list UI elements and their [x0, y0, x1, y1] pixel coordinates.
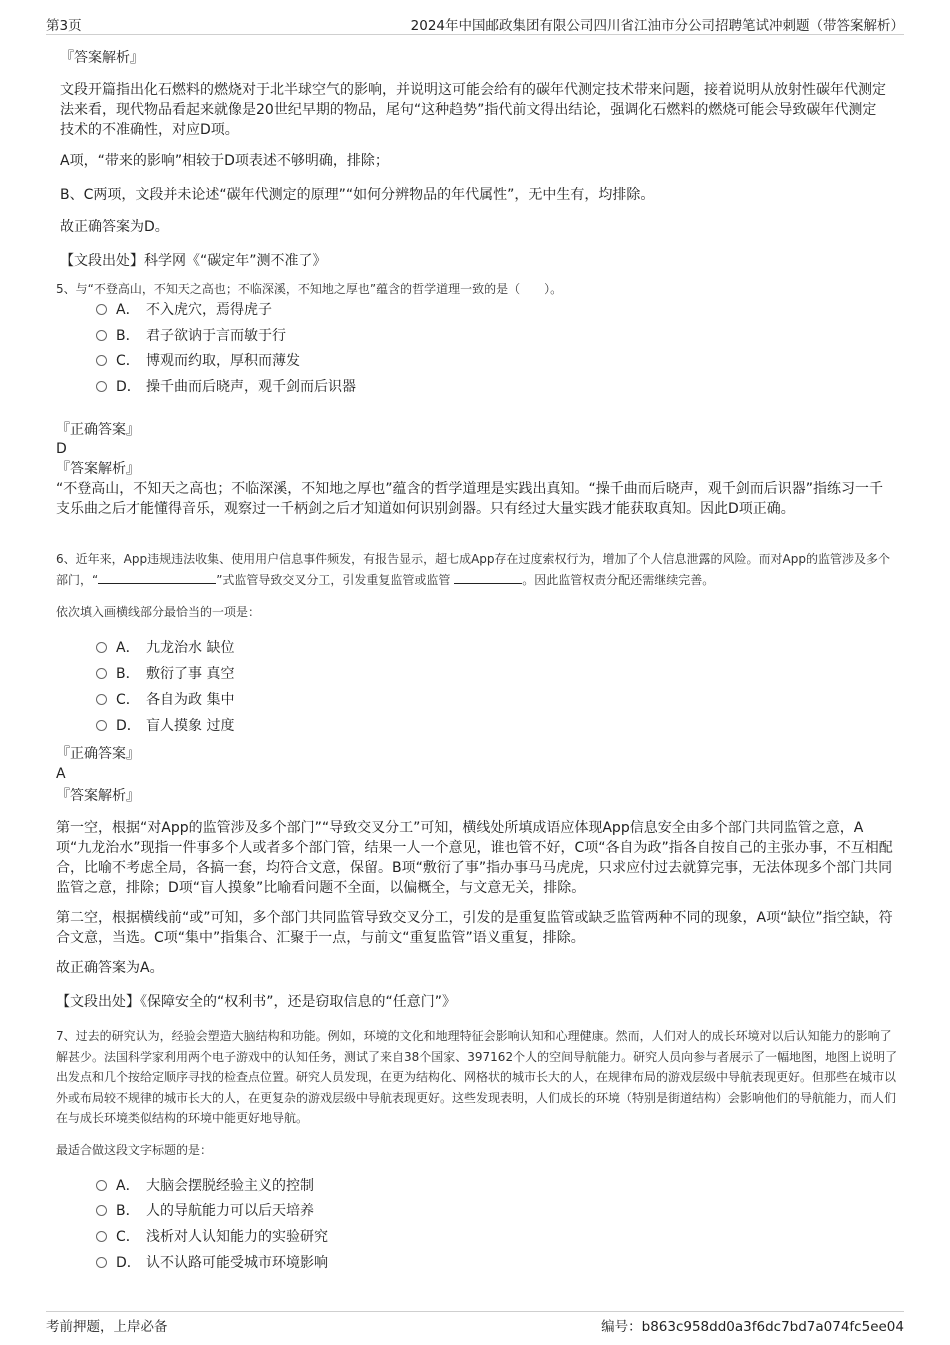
correct-answer: D	[56, 441, 67, 457]
fill-blank-1	[98, 571, 216, 584]
radio-icon[interactable]	[96, 694, 107, 705]
radio-icon[interactable]	[96, 330, 107, 341]
analysis-paragraph: B、C两项，文段并未论述“碳年代测定的原理”“如何分辨物品的年代属性”，无中生有，均排除。	[60, 187, 655, 203]
option-b[interactable]: B． 君子欲讷于言而敏于行	[96, 325, 286, 347]
page-number: 第3页	[46, 18, 82, 34]
radio-icon[interactable]	[96, 642, 107, 653]
radio-icon[interactable]	[96, 355, 107, 366]
source-citation: 【文段出处】《保障安全的“权利书”，还是窃取信息的“任意门”》	[56, 994, 457, 1010]
option-c[interactable]: C． 浅析对人认知能力的实验研究	[96, 1226, 328, 1248]
option-b[interactable]: B． 敷衍了事 真空	[96, 663, 234, 685]
analysis-label: 『答案解析』	[56, 461, 140, 477]
question-6-text: 6、近年来，App违规违法收集、使用用户信息事件频发，有报告显示，超七成App存在过度索权行为，增加了个人信息泄露的风险。而对App的监管涉及多个部门，“ ”式监管导致交叉分工，引发重复监管或监管 。因此监管权责分配还需继续完善。	[56, 552, 890, 587]
analysis-label: 『答案解析』	[56, 788, 140, 804]
option-d[interactable]: D． 操千曲而后晓声，观千剑而后识器	[96, 376, 356, 398]
question-5-text: 5、与“不登高山，不知天之高也；不临深溪，不知地之厚也”蕴含的哲学道理一致的是（ ）。	[56, 282, 563, 296]
radio-icon[interactable]	[96, 381, 107, 392]
question-prompt: 依次填入画横线部分最恰当的一项是：	[56, 605, 261, 619]
analysis-paragraph: 第二空，根据横线前“或”可知，多个部门共同监管导致交叉分工，引发的是重复监管或缺乏监管两种不同的现象，A项“缺位”指空缺，符合文意，当选。C项“集中”指集合、汇聚于一点，与前文“重复监管”语义重复，排除。	[56, 910, 893, 946]
answer-conclusion: 故正确答案为A。	[56, 960, 164, 976]
radio-icon[interactable]	[96, 1257, 107, 1268]
analysis-paragraph: 文段开篇指出化石燃料的燃烧对于北半球空气的影响，并说明这可能会给有的碳年代测定技术带来问题，接着说明从放射性碳年代测定法来看，现代物品看起来就像是20世纪早期的物品，尾句“这种趋势”指代前文得出结论，强调化石燃料的燃烧可能会导致碳年代测定技术的不准确性，对应D项。	[60, 82, 886, 138]
question-7-text: 7、过去的研究认为，经验会塑造大脑结构和功能。例如，环境的文化和地理特征会影响认知和心理健康。然而，人们对人的成长环境对以后认知能力的影响了解甚少。法国科学家利用两个电子游戏中的认知任务，测试了来自38个国家、397162个人的空间导航能力。研究人员向参与者展示了一幅地图，地图上说明了出发点和几个按给定顺序寻找的检查点位置。研究人员发现，在更为结构化、网格状的城市长大的人，在规律布局的游戏层级中导航表现更好。但那些在城市以外或布局较不规律的城市长大的人，在更复杂的游戏层级中导航表现更好。这些发现表明，人们成长的环境（特别是街道结构）会影响他们的导航能力，而人们在与成长环境类似结构的环境中能更好地导航。	[56, 1029, 898, 1125]
correct-answer: A	[56, 766, 66, 782]
analysis-label-q4: 『答案解析』	[60, 50, 144, 66]
document-code: 编号：b863c958dd0a3f6dc7bd7a074fc5ee04	[601, 1319, 904, 1335]
radio-icon[interactable]	[96, 720, 107, 731]
fill-blank-2	[454, 571, 522, 584]
option-d[interactable]: D． 盲人摸象 过度	[96, 715, 234, 737]
radio-icon[interactable]	[96, 304, 107, 315]
option-a[interactable]: A． 九龙治水 缺位	[96, 637, 234, 659]
correct-answer-label: 『正确答案』	[56, 746, 140, 762]
footer-slogan: 考前押题，上岸必备	[46, 1319, 168, 1335]
option-c[interactable]: C． 博观而约取，厚积而薄发	[96, 350, 300, 372]
radio-icon[interactable]	[96, 1180, 107, 1191]
option-a[interactable]: A． 不入虎穴，焉得虎子	[96, 299, 272, 321]
analysis-paragraph: “不登高山，不知天之高也；不临深溪，不知地之厚也”蕴含的哲学道理是实践出真知。“操千曲而后晓声，观千剑而后识器”指练习一千支乐曲之后才能懂得音乐，观察过一千柄剑之后才知道如何识别剑器。只有经过大量实践才能获取真知。因此D项正确。	[56, 481, 884, 517]
option-b[interactable]: B． 人的导航能力可以后天培养	[96, 1200, 314, 1222]
correct-answer-label: 『正确答案』	[56, 422, 140, 438]
page-header	[46, 14, 904, 35]
option-a[interactable]: A． 大脑会摆脱经验主义的控制	[96, 1175, 314, 1197]
answer-conclusion: 故正确答案为D。	[60, 219, 169, 235]
radio-icon[interactable]	[96, 1231, 107, 1242]
document-title: 2024年中国邮政集团有限公司四川省江油市分公司招聘笔试冲刺题（带答案解析）	[410, 18, 904, 34]
page-footer	[46, 1311, 904, 1338]
question-prompt: 最适合做这段文字标题的是：	[56, 1143, 213, 1157]
analysis-paragraph: A项，“带来的影响”相较于D项表述不够明确，排除；	[60, 153, 389, 169]
radio-icon[interactable]	[96, 1205, 107, 1216]
option-d[interactable]: D． 认不认路可能受城市环境影响	[96, 1252, 328, 1274]
radio-icon[interactable]	[96, 668, 107, 679]
analysis-paragraph: 第一空，根据“对App的监管涉及多个部门”“导致交叉分工”可知，横线处所填成语应体现App信息安全由多个部门共同监管之意，A项“九龙治水”现指一件事多个人或者多个部门管，结果一人一个意见，谁也管不好，C项“各自为政”指各自按自己的主张办事，不互相配合，比喻不考虑全局，各搞一套，均符合文意，保留。B项“敷衍了事”指办事马马虎虎，只求应付过去就算完事，无法体现多个部门共同监管之意，排除；D项“盲人摸象”比喻看问题不全面，以偏概全，与文意无关，排除。	[56, 820, 893, 896]
source-citation: 【文段出处】科学网《“碳定年”测不准了》	[60, 253, 327, 269]
option-c[interactable]: C． 各自为政 集中	[96, 689, 234, 711]
